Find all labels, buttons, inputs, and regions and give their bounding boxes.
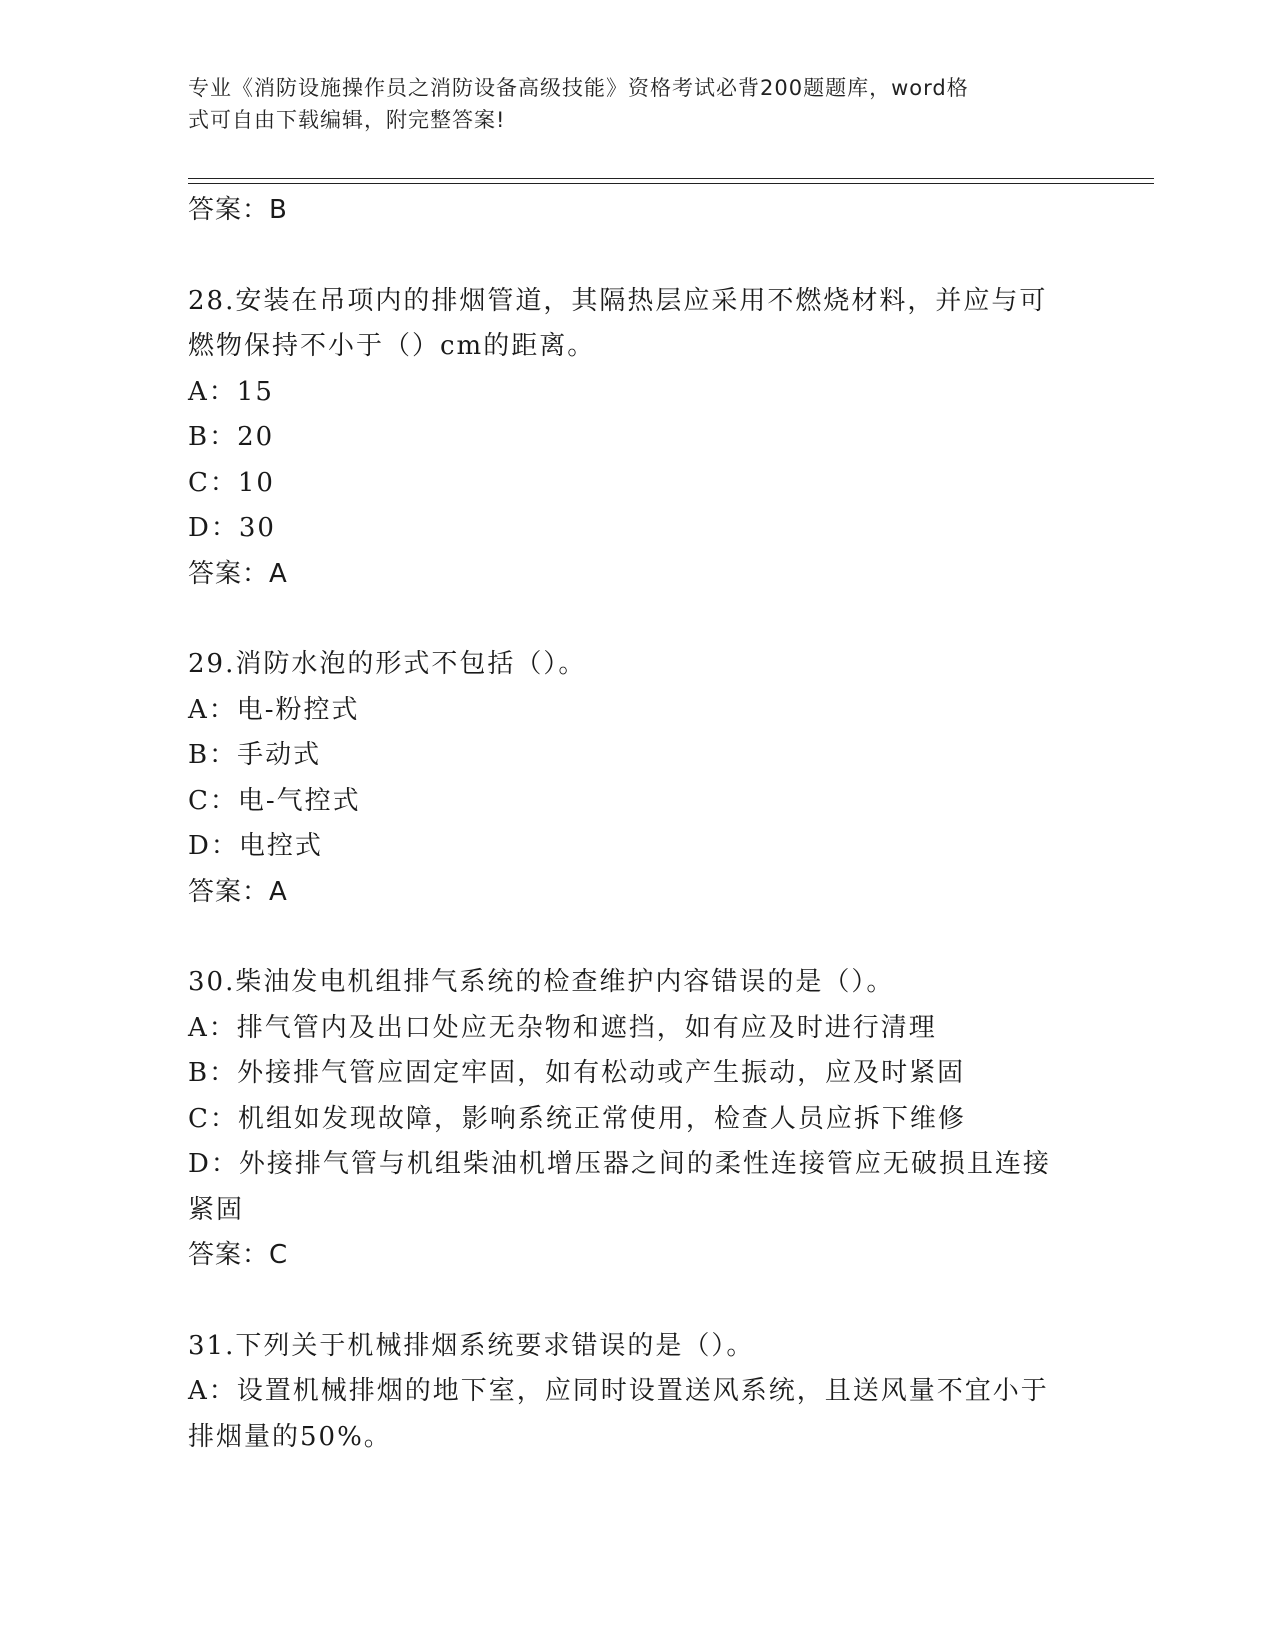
spacer (188, 234, 1088, 279)
option-line: D：外接排气管与机组柴油机增压器之间的柔性连接管应无破损且连接 (188, 1149, 1051, 1179)
option-line: B：外接排气管应固定牢固，如有松动或产生振动，应及时紧固 (188, 1058, 966, 1088)
option-line: C：机组如发现故障，影响系统正常使用，检查人员应拆下维修 (188, 1103, 966, 1134)
question-stem: 燃物保持不小于（）cm的距离。 (188, 331, 596, 361)
option-line: C：10 (188, 467, 275, 498)
option-line: A：设置机械排烟的地下室，应同时设置送风系统，且送风量不宜小于 (188, 1376, 1049, 1406)
question-block (188, 1324, 1088, 1461)
option-line: B：手动式 (188, 740, 322, 770)
option-line: 紧固 (188, 1194, 245, 1225)
spacer (188, 915, 1088, 960)
header-line: 专业《消防设施操作员之消防设备高级技能》资格考试必背200题题库，word格 (188, 76, 969, 100)
option-line: A：15 (188, 376, 274, 407)
option-line: A：电-粉控式 (188, 694, 360, 725)
option-line: 排烟量的50%。 (188, 1421, 392, 1452)
answer-line: 答案：B (188, 195, 288, 225)
question-content (188, 188, 1088, 1460)
option-line: D：电控式 (188, 831, 323, 861)
document-header (188, 72, 1068, 136)
question-stem: 29.消防水泡的形式不包括（）。 (188, 649, 587, 679)
question-block (188, 279, 1088, 598)
header-divider (188, 183, 1154, 184)
question-block (188, 642, 1088, 915)
answer-line: 答案：A (188, 876, 288, 907)
option-line: C：电-气控式 (188, 785, 361, 816)
option-line: D：30 (188, 513, 276, 543)
answer-line: 答案：A (188, 558, 288, 589)
header-divider (188, 178, 1154, 179)
question-stem: 28.安装在吊项内的排烟管道，其隔热层应采用不燃烧材料，并应与可 (188, 285, 1048, 316)
spacer (188, 597, 1088, 642)
question-stem: 30.柴油发电机组排气系统的检查维护内容错误的是（）。 (188, 967, 895, 997)
question-stem: 31.下列关于机械排烟系统要求错误的是（）。 (188, 1330, 755, 1361)
question-block (188, 960, 1088, 1279)
header-line: 式可自由下载编辑，附完整答案! (188, 108, 506, 132)
spacer (188, 1279, 1088, 1324)
option-line: A：排气管内及出口处应无杂物和遮挡，如有应及时进行清理 (188, 1012, 937, 1043)
answer-line: 答案：C (188, 1240, 289, 1270)
option-line: B：20 (188, 422, 275, 452)
